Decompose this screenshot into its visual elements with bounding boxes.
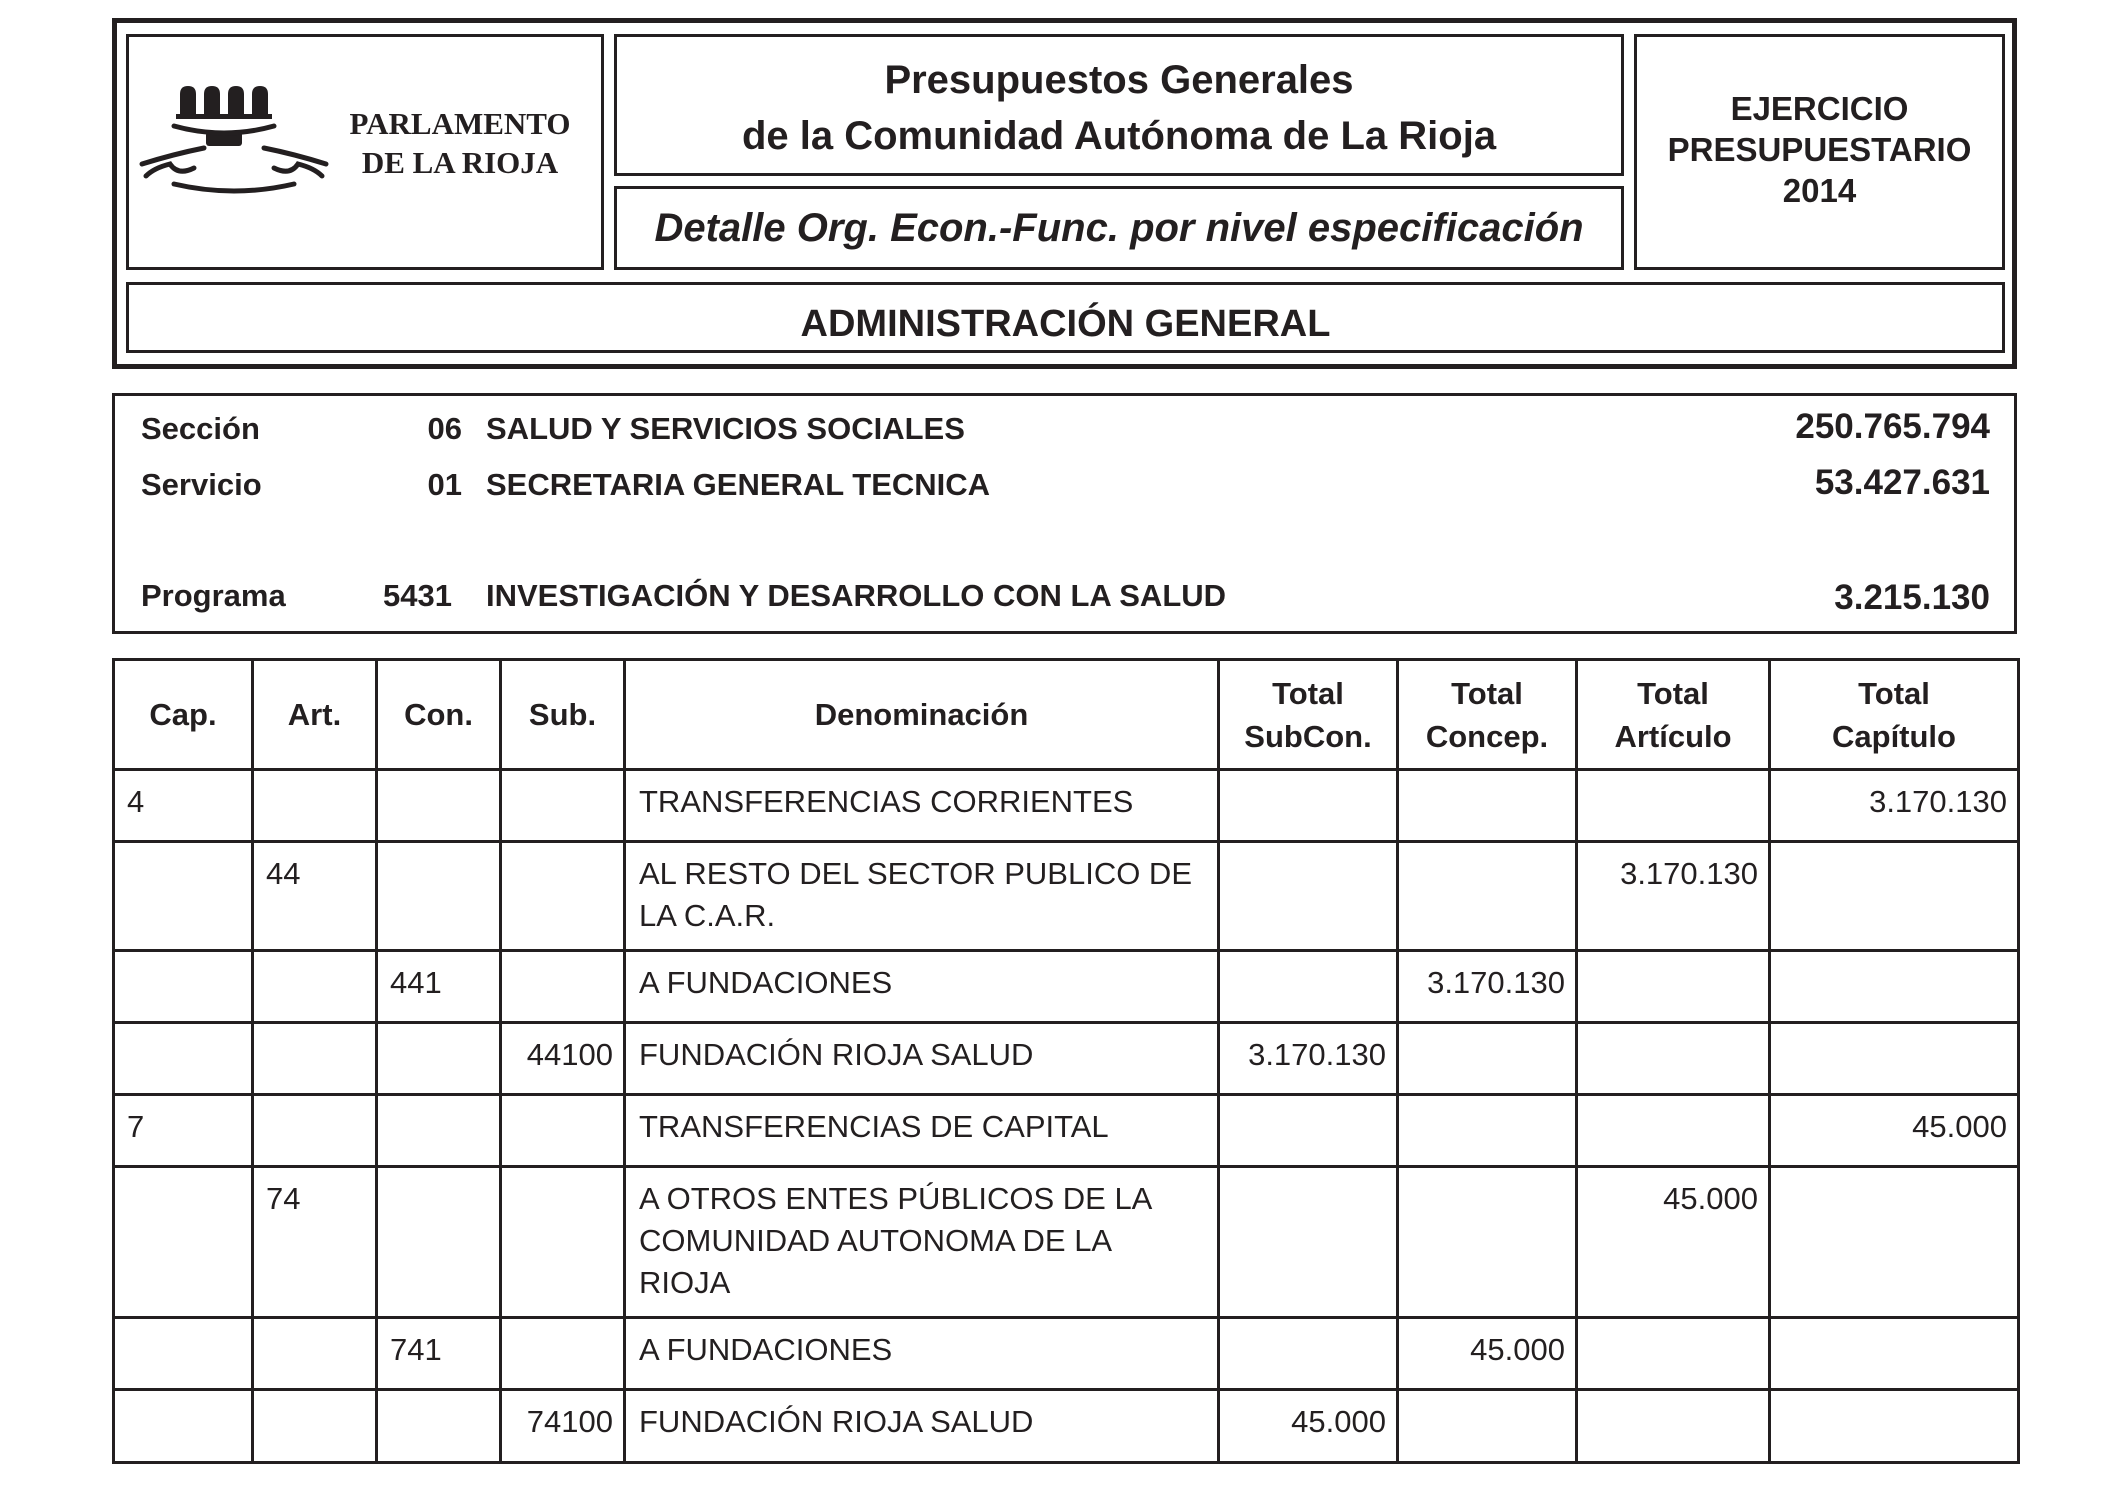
table-row [114,842,2019,951]
col-header-total-articulo [1577,660,1770,770]
cell-denominacion: TRANSFERENCIAS DE CAPITAL [625,1095,1219,1167]
cell-art [253,1390,377,1463]
logo-wordmark [335,104,585,182]
cell-total-articulo [1577,1390,1770,1463]
title-line-2: de la Comunidad Autónoma de La Rioja [741,114,1497,158]
cell-total-articulo [1577,1095,1770,1167]
col-header-total-subcon-line1: Total [1272,675,1344,711]
cell-total-capitulo [1770,1023,2019,1095]
cell-con [377,1167,501,1318]
cell-con [377,770,501,842]
cell-total-subcon: 3.170.130 [1219,1023,1398,1095]
cell-total-concep [1398,1023,1577,1095]
programa-label: Programa [141,578,286,613]
seccion-amount: 250.765.794 [1795,407,1990,446]
logo-line-2: DE LA RIOJA [361,145,559,180]
cell-sub: 74100 [501,1390,625,1463]
cell-total-subcon [1219,1095,1398,1167]
cell-total-concep [1398,1390,1577,1463]
cell-denominacion: A OTROS ENTES PÚBLICOS DE LA COMUNIDAD AUTONOMA DE LA RIOJA [625,1167,1219,1318]
table-row [114,770,2019,842]
table-row [114,1167,2019,1318]
cell-cap [114,842,253,951]
cell-cap: 4 [114,770,253,842]
programa-code: 5431 [383,578,452,613]
cell-sub [501,842,625,951]
table-row [114,1390,2019,1463]
year-line-2: PRESUPUESTARIO [1667,131,1972,168]
cell-total-concep [1398,842,1577,951]
servicio-name: SECRETARIA GENERAL TECNICA [486,467,991,502]
cell-total-articulo [1577,1023,1770,1095]
year-line-3: 2014 [1782,172,1857,209]
cell-total-capitulo [1770,842,2019,951]
cell-total-articulo [1577,951,1770,1023]
admin-title: ADMINISTRACIÓN GENERAL [800,303,1331,345]
table-row [114,951,2019,1023]
cell-con: 741 [377,1318,501,1390]
cell-cap [114,1318,253,1390]
cell-total-articulo: 45.000 [1577,1167,1770,1318]
cell-total-articulo [1577,770,1770,842]
cell-con [377,1023,501,1095]
cell-denominacion: AL RESTO DEL SECTOR PUBLICO DE LA C.A.R. [625,842,1219,951]
col-header-denominacion: Denominación [625,660,1219,770]
col-header-art: Art. [253,660,377,770]
cell-sub [501,1095,625,1167]
cell-total-concep: 45.000 [1398,1318,1577,1390]
cell-art: 74 [253,1167,377,1318]
table-header-row [114,660,2019,770]
title-line-1: Presupuestos Generales [884,58,1354,102]
cell-con: 441 [377,951,501,1023]
cell-total-concep [1398,1167,1577,1318]
cell-art [253,951,377,1023]
cell-total-capitulo [1770,951,2019,1023]
programa-name: INVESTIGACIÓN Y DESARROLLO CON LA SALUD [486,578,1227,613]
servicio-amount: 53.427.631 [1814,463,1990,502]
cell-con [377,1390,501,1463]
table-row [114,1095,2019,1167]
cell-total-capitulo [1770,1318,2019,1390]
cell-cap: 7 [114,1095,253,1167]
col-header-total-capitulo [1770,660,2019,770]
cell-total-capitulo [1770,1390,2019,1463]
cell-art [253,1023,377,1095]
programa-amount: 3.215.130 [1834,578,1990,617]
cell-total-subcon: 45.000 [1219,1390,1398,1463]
cell-denominacion: TRANSFERENCIAS CORRIENTES [625,770,1219,842]
cell-denominacion: A FUNDACIONES [625,1318,1219,1390]
cell-art [253,1095,377,1167]
col-header-total-capitulo-line1: Total [1858,675,1930,711]
cell-total-capitulo: 3.170.130 [1770,770,2019,842]
logo-line-1: PARLAMENTO [349,106,571,141]
cell-denominacion: A FUNDACIONES [625,951,1219,1023]
cell-total-subcon [1219,770,1398,842]
cell-total-concep: 3.170.130 [1398,951,1577,1023]
cell-sub: 44100 [501,1023,625,1095]
servicio-code: 01 [427,467,462,502]
seccion-code: 06 [427,411,462,446]
cell-art [253,1318,377,1390]
cell-total-articulo: 3.170.130 [1577,842,1770,951]
cell-total-capitulo [1770,1167,2019,1318]
seccion-label: Sección [141,411,260,446]
cell-con [377,842,501,951]
servicio-label: Servicio [141,467,262,502]
col-header-total-subcon [1219,660,1398,770]
seccion-name: SALUD Y SERVICIOS SOCIALES [486,411,965,446]
cell-total-articulo [1577,1318,1770,1390]
cell-art [253,770,377,842]
cell-art: 44 [253,842,377,951]
col-header-total-concep-line1: Total [1451,675,1523,711]
cell-cap [114,951,253,1023]
table-row [114,1318,2019,1390]
cell-cap [114,1390,253,1463]
cell-denominacion: FUNDACIÓN RIOJA SALUD [625,1023,1219,1095]
col-header-total-articulo-line1: Total [1637,675,1709,711]
col-header-total-concep-line2: Concep. [1425,718,1549,754]
col-header-total-capitulo-line2: Capítulo [1832,718,1956,754]
cell-total-subcon [1219,842,1398,951]
cell-sub [501,1318,625,1390]
cell-cap [114,1167,253,1318]
cell-total-subcon [1219,1318,1398,1390]
budget-table [112,658,2020,1464]
cell-total-capitulo: 45.000 [1770,1095,2019,1167]
parliament-emblem-icon [134,80,334,200]
cell-total-concep [1398,770,1577,842]
table-row [114,1023,2019,1095]
col-header-cap: Cap. [114,660,253,770]
col-header-total-articulo-line2: Artículo [1614,718,1732,754]
page-title [614,52,1624,164]
page-subtitle: Detalle Org. Econ.-Func. por nivel especificación [654,206,1584,250]
cell-total-subcon [1219,951,1398,1023]
cell-sub [501,1167,625,1318]
cell-denominacion: FUNDACIÓN RIOJA SALUD [625,1390,1219,1463]
cell-sub [501,770,625,842]
fiscal-year [1634,88,2005,211]
col-header-con: Con. [377,660,501,770]
cell-total-subcon [1219,1167,1398,1318]
cell-sub [501,951,625,1023]
cell-cap [114,1023,253,1095]
cell-con [377,1095,501,1167]
year-line-1: EJERCICIO [1730,90,1909,127]
col-header-total-subcon-line2: SubCon. [1244,718,1372,754]
col-header-total-concep [1398,660,1577,770]
col-header-sub: Sub. [501,660,625,770]
cell-total-concep [1398,1095,1577,1167]
